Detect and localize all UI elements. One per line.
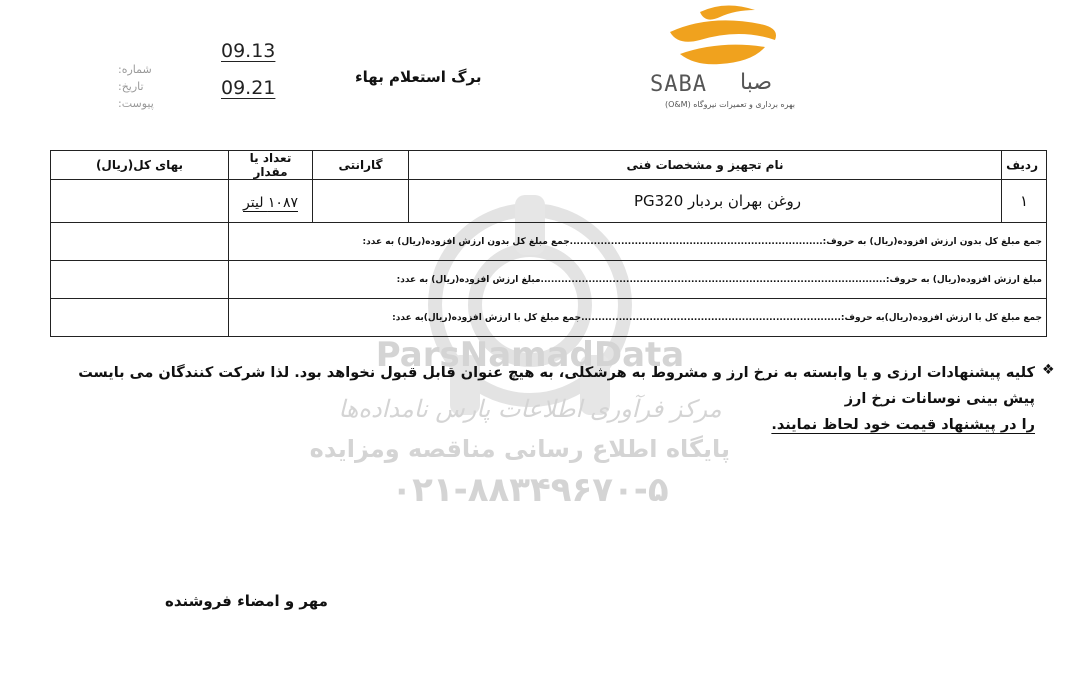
table-row (51, 180, 1047, 223)
summary-value-cell (51, 299, 229, 337)
cell-row-number: ۱ (1002, 180, 1047, 223)
summary-without-vat-text: جمع مبلغ کل بدون ارزش افزوده(ریال) به حروف:..........................................................................جمع مبلغ کل بدون ارزش افزوده(ریال) به عدد: (362, 236, 1042, 247)
col-header-name: نام تجهیز و مشخصات فنی (409, 151, 1002, 180)
number-label: شماره: (118, 63, 152, 76)
summary-row-without-vat (51, 223, 1047, 261)
quantity-value: ۱۰۸۷ لیتر (243, 194, 298, 211)
note-paragraph (60, 360, 1035, 438)
summary-vat-text: مبلغ ارزش افزوده(ریال) به حروف:.....................................................................................................مبلغ ارزش افزوده(ریال) به عدد: (396, 274, 1042, 285)
number-value: 09.13 (221, 40, 276, 62)
bullet-diamond-icon: ❖ (1042, 362, 1055, 378)
inquiry-table (50, 150, 1047, 337)
page-title: برگ استعلام بهاء (355, 68, 482, 86)
summary-text-cell (229, 223, 1047, 261)
note-line-2: را در پیشنهاد قیمت خود لحاظ نمایند. (771, 417, 1035, 433)
col-header-row: ردیف (1002, 151, 1047, 180)
cell-warranty (313, 180, 409, 223)
summary-text-cell (229, 261, 1047, 299)
note-line-1: کلیه پیشنهادات ارزی و یا وابسته به نرخ ارز و مشروط به هرشکلی، به هیچ عنوان قابل قبول نخواهد بود. لذا شرکت کنندگان می بایست پیش بینی نوسانات نرخ ارز (78, 365, 1035, 407)
seller-signature-label: مهر و امضاء فروشنده (165, 592, 328, 610)
table-header-row (51, 151, 1047, 180)
logo-wordmark-persian: صبا (740, 70, 773, 95)
attachment-label: پیوست: (118, 97, 154, 110)
summary-with-vat-text: جمع مبلغ کل با ارزش افزوده(ریال)به حروف:............................................................................جمع مبلغ کل با ارزش افزوده(ریال)به عدد: (392, 312, 1042, 323)
col-header-quantity: تعداد یا مقدار (229, 151, 313, 180)
summary-value-cell (51, 223, 229, 261)
summary-value-cell (51, 261, 229, 299)
cell-item-name: روغن بهران بردبار PG320 (409, 180, 1002, 223)
date-value: 09.21 (221, 77, 276, 99)
col-header-total: بهای کل(ریال) (51, 151, 229, 180)
logo-wordmark-latin: SABA (650, 72, 707, 97)
cell-total (51, 180, 229, 223)
watermark-latin: ParsNamadData (375, 335, 685, 375)
saba-logo (640, 2, 810, 112)
watermark-line1: مرکز فرآوری اطلاعات پارس نامداده‌ها (338, 395, 722, 423)
logo-subtitle: بهره برداری و تعمیرات نیروگاه (O&M) (665, 100, 795, 109)
summary-text-cell (229, 299, 1047, 337)
watermark-phone: ۰۲۱-۸۸۳۴۹۶۷۰-۵ (391, 470, 669, 510)
cell-quantity (229, 180, 313, 223)
summary-row-with-vat (51, 299, 1047, 337)
col-header-warranty: گارانتی (313, 151, 409, 180)
summary-row-vat (51, 261, 1047, 299)
logo-mark-icon (640, 2, 810, 72)
watermark-line2: پایگاه اطلاع رسانی مناقصه ومزایده (309, 435, 730, 463)
date-label: تاریخ: (118, 80, 144, 93)
